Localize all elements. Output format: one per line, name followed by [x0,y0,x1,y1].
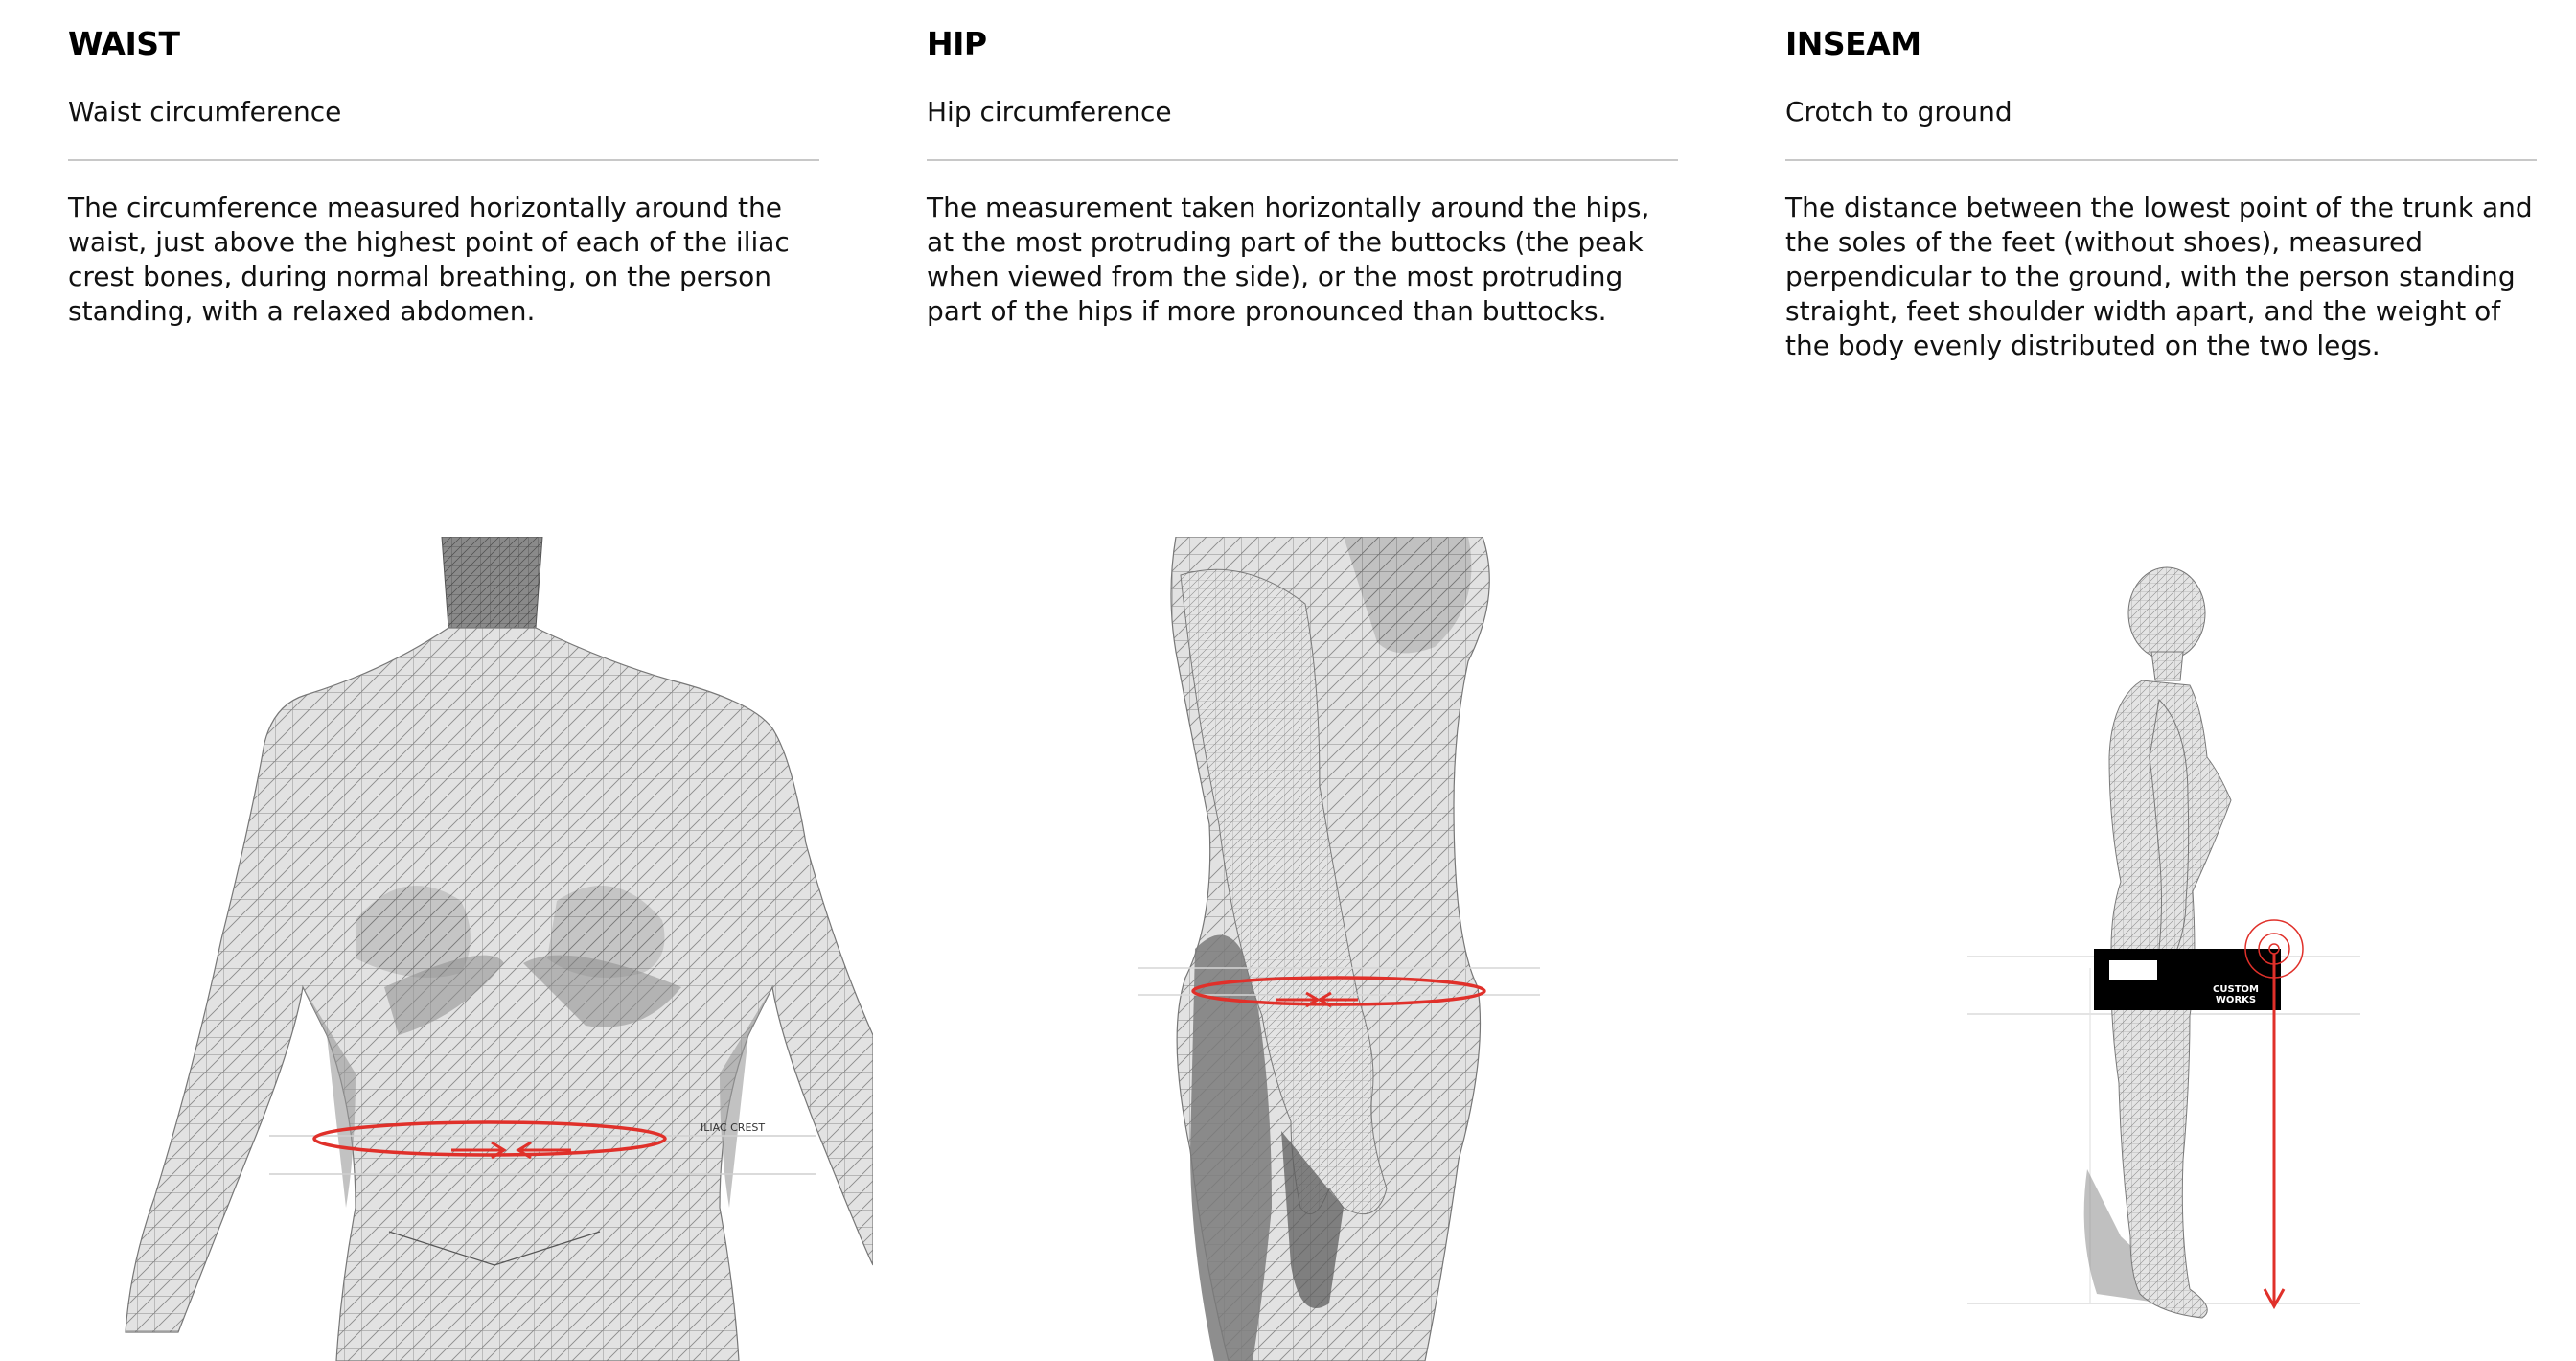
waist-title: WAIST [68,25,180,62]
iliac-crest-label: ILIAC CREST [701,1121,766,1134]
hip-section [927,0,1678,1361]
waist-section [68,0,819,1361]
hip-subtitle: Hip circumference [927,96,1172,127]
waist-figure [68,537,873,1361]
inseam-subtitle: Crotch to ground [1785,96,2012,127]
hip-figure [1138,537,1540,1361]
inseam-body-mesh-image [1967,565,2380,1332]
custom-works-label-1: CUSTOM [2213,984,2259,995]
custom-works-label-2: WORKS [2215,995,2257,1005]
inseam-figure [1967,565,2380,1332]
inseam-description: The distance between the lowest point of the trunk and the soles of the feet (without shoes), measured perpendicular to the ground, with the person standing straight, feet shoulder width apart, and the weight of the body evenly distributed on the two legs. [1785,192,2533,361]
waist-divider [68,159,819,161]
waist-body-mesh-image [68,537,873,1361]
hip-description: The measurement taken horizontally around the hips, at the most protruding part of the buttocks (the peak when viewed from the side), or the most protruding part of the hips if more pronounced than buttocks. [927,192,1650,327]
inseam-divider [1785,159,2537,161]
inseam-section [1785,0,2537,1361]
hip-title: HIP [927,25,987,62]
hip-body-mesh-image [1138,537,1540,1361]
inseam-title: INSEAM [1785,25,1921,62]
waist-description: The circumference measured horizontally around the waist, just above the highest point of each of the iliac crest bones, during normal breathing, on the person standing, with a relaxed abdomen. [68,192,790,327]
hip-divider [927,159,1678,161]
waist-subtitle: Waist circumference [68,96,342,127]
